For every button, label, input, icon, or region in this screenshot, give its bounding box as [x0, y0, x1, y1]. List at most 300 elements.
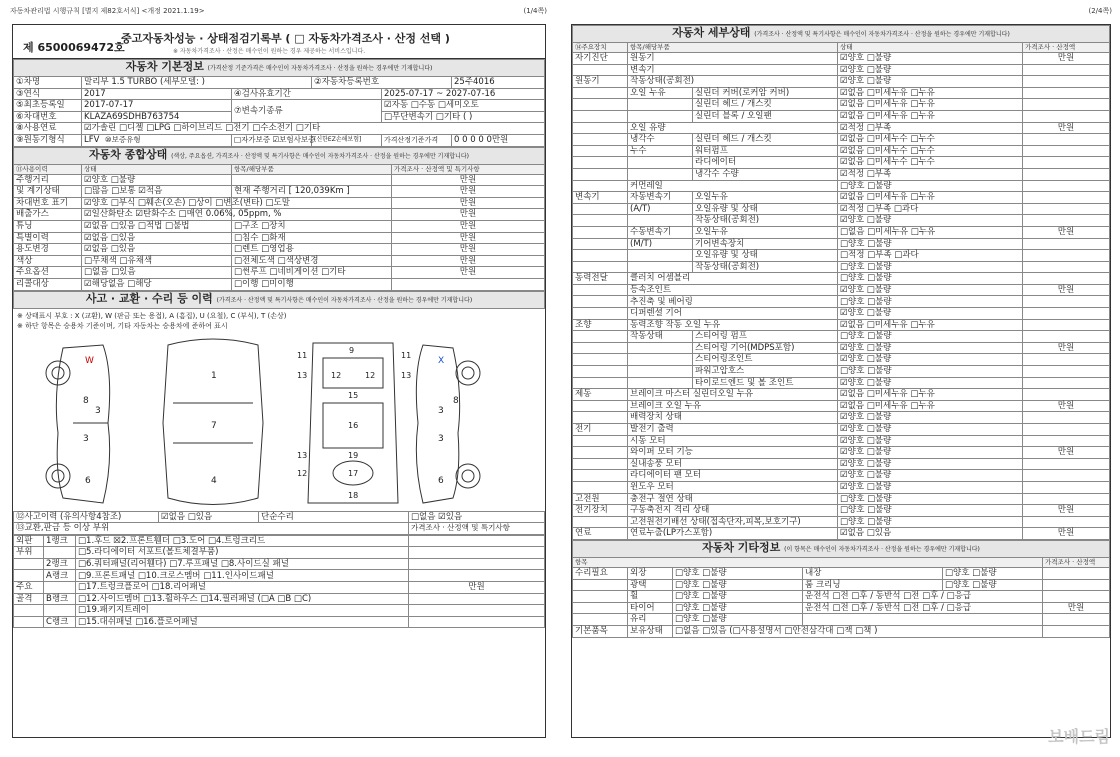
item-label [628, 215, 693, 227]
etc-item-2: 내장 [803, 567, 943, 579]
detail-row [573, 447, 1110, 459]
parts-cell: 외판 [14, 535, 44, 547]
price-cell [1023, 203, 1110, 215]
device-label [573, 447, 628, 459]
price-cell [1023, 250, 1110, 262]
svg-text:13: 13 [401, 370, 412, 380]
sub-item-label: 작동상태(공회전) [693, 215, 838, 227]
overall-label: 주요옵션 [14, 267, 82, 279]
etc-item: 유리 [628, 614, 673, 626]
etc-price: 만원 [1043, 602, 1110, 614]
etc-column-headers: 항목 가격조사 · 산정액 [573, 557, 1110, 567]
overall-cell [392, 278, 545, 290]
device-label [573, 516, 628, 528]
svg-text:17: 17 [348, 468, 359, 478]
price-cell [1023, 157, 1110, 169]
state-cell: ☑양호 □불량 [838, 424, 1023, 436]
etc-item-2: 운전석 □전 □후 / 동반석 □전 □후 / □응급 [803, 591, 1043, 603]
device-label: 조향 [573, 319, 628, 331]
parts-cell: 부위 [14, 547, 44, 559]
svg-text:6: 6 [438, 475, 444, 486]
item-label [628, 250, 693, 262]
price-cell [1023, 331, 1110, 343]
overall-cell: □전체도색 □색상변경 [232, 255, 392, 267]
device-label [573, 412, 628, 424]
item-label [628, 168, 693, 180]
item-label [628, 99, 693, 111]
device-label [573, 342, 628, 354]
car-damage-diagram [13, 333, 545, 511]
detail-row [573, 412, 1110, 424]
price-cell [1023, 412, 1110, 424]
overall-row [14, 232, 545, 244]
price-cell [1023, 87, 1110, 99]
price-cell [1023, 366, 1110, 378]
price-cell [1023, 354, 1110, 366]
overall-cell: ☑양호 □부식 □훼손(오손) □상이 □변조(변타) □도말 [82, 197, 232, 209]
item-label: 동력조향 작동 오일 누유 [628, 319, 838, 331]
detail-row [573, 110, 1110, 122]
item-label: 브레이크 마스터 실린더오일 누유 [628, 389, 838, 401]
overall-label: 용도변경 [14, 244, 82, 256]
etc-item: 보유상태 [628, 625, 673, 637]
parts-cell [44, 605, 76, 617]
detail-row [573, 168, 1110, 180]
svg-text:8: 8 [453, 395, 459, 406]
overall-cell: ☑없음 □있음 [82, 244, 232, 256]
parts-price [409, 593, 545, 605]
car-top-view [163, 339, 263, 505]
sub-item-label: 스티어링 펌프 [693, 331, 838, 343]
legend: ※ 상태표시 부호 : X (교환), W (판금 또는 용접), A (흠집), U (요철), C (부식), T (손상) ※ 하단 항목은 승용차 기준이며, 기타 자동차는 승용차에 준하여 표시 [17, 311, 287, 330]
parts-row [14, 616, 545, 628]
detail-row [573, 273, 1110, 285]
detail-row [573, 203, 1110, 215]
item-label: 변속기 [628, 64, 838, 76]
sub-item-label: 오일누유 [693, 192, 838, 204]
price-cell: 만원 [1023, 528, 1110, 540]
device-label [573, 122, 628, 134]
svg-text:12: 12 [365, 370, 376, 380]
state-cell: ☑양호 □불량 [838, 308, 1023, 320]
detail-row [573, 331, 1110, 343]
state-cell: ☑양호 □불량 [838, 481, 1023, 493]
overall-label: 및 계기상태 [14, 186, 82, 198]
detail-row [573, 238, 1110, 250]
state-cell: □양호 □불량 [838, 331, 1023, 343]
price-cell [1023, 238, 1110, 250]
etc-group: 기본품목 [573, 625, 628, 637]
state-cell: ☑양호 □불량 [838, 76, 1023, 88]
item-label: 윈도우 모터 [628, 481, 838, 493]
device-label [573, 470, 628, 482]
parts-cell: C랭크 [44, 616, 76, 628]
overall-cell: □침수 □화재 [232, 232, 392, 244]
etc-state: □양호 □불량 [673, 579, 803, 591]
price-cell: 만원 [1023, 342, 1110, 354]
svg-text:13: 13 [297, 370, 308, 380]
etc-group [573, 614, 628, 626]
device-label [573, 215, 628, 227]
device-label [573, 261, 628, 273]
device-label: 고전원 [573, 493, 628, 505]
price-cell [1023, 180, 1110, 192]
detail-row [573, 99, 1110, 111]
etc-table [572, 540, 1110, 638]
sub-item-label: 워터펌프 [693, 145, 838, 157]
price-cell: 만원 [1023, 447, 1110, 459]
state-cell: □양호 □불량 [838, 261, 1023, 273]
overall-label: 색상 [14, 255, 82, 267]
parts-cell [44, 582, 76, 594]
form-box-1 [12, 24, 546, 738]
accident-table [13, 291, 545, 309]
price-cell: 만원 [1023, 53, 1110, 65]
device-label [573, 110, 628, 122]
detail-row [573, 64, 1110, 76]
overall-cell: 만원 [392, 209, 545, 221]
basic-row: ③연식 2017 ④검사유효기간 2025-07-17 ~ 2027-07-16 [14, 88, 545, 100]
page-2 [565, 0, 1120, 757]
device-label: 전기장치 [573, 505, 628, 517]
overall-cell: 만원 [392, 197, 545, 209]
etc-price [1043, 614, 1110, 626]
price-cell: 만원 [1023, 226, 1110, 238]
device-label [573, 250, 628, 262]
overall-column-headers: ⑪사용이력 상태 항목/해당부품 가격조사 · 산정액 및 특기사항 [14, 164, 545, 174]
item-label [628, 261, 693, 273]
price-cell [1023, 435, 1110, 447]
etc-row [573, 614, 1110, 626]
svg-text:3: 3 [438, 433, 444, 444]
svg-text:11: 11 [401, 350, 412, 360]
price-cell [1023, 110, 1110, 122]
item-label: 발전기 출력 [628, 424, 838, 436]
detail-row [573, 87, 1110, 99]
detail-row [573, 308, 1110, 320]
price-cell [1023, 76, 1110, 88]
item-label: 수동변속기 [628, 226, 693, 238]
etc-state: □양호 □불량 [673, 614, 803, 626]
sub-item-label: 타이로드엔드 및 볼 조인트 [693, 377, 838, 389]
price-cell [1023, 424, 1110, 436]
overall-cell: □렌트 □영업용 [232, 244, 392, 256]
detail-row [573, 493, 1110, 505]
item-label: 오일 유량 [628, 122, 838, 134]
detail-row [573, 226, 1110, 238]
detail-heading: 자동차 세부상태 (가격조사 · 산정액 및 특기사항은 매수인이 자동차가격조사 · 산정을 원하는 경우에만 기재합니다) [573, 26, 1110, 43]
detail-column-headers: ⑭주요장치 항목/해당부품 상태 가격조사 · 산정액 [573, 43, 1110, 53]
overall-row [14, 244, 545, 256]
sub-item-label: 실린더 블록 / 오일팬 [693, 110, 838, 122]
state-cell: ☑없음 □미세누수 □누수 [838, 157, 1023, 169]
etc-heading: 자동차 기타정보 (이 항목은 매수인이 자동차가격조사 · 산정을 원하는 경우에만 기재합니다) [573, 540, 1110, 557]
etc-row [573, 579, 1110, 591]
price-cell [1023, 481, 1110, 493]
svg-text:1: 1 [211, 370, 217, 381]
state-cell: ☑양호 □불량 [838, 284, 1023, 296]
device-label [573, 99, 628, 111]
sub-item-label: 냉각수 수량 [693, 168, 838, 180]
basic-row: ⑧사용연료 ☑가솔린 □디젤 □LPG □하이브리드 □전기 □수소전기 □기타 [14, 123, 545, 135]
etc-row [573, 591, 1110, 603]
etc-price [1043, 625, 1110, 637]
parts-cell: 골격 [14, 593, 44, 605]
detail-row [573, 458, 1110, 470]
detail-row [573, 354, 1110, 366]
state-cell: ☑없음 □있음 [838, 528, 1023, 540]
price-cell [1023, 192, 1110, 204]
parts-cell: B랭크 [44, 593, 76, 605]
state-cell: ☑양호 □불량 [838, 470, 1023, 482]
overall-cell: ☑없음 □있음 [82, 232, 232, 244]
price-cell: 만원 [1023, 122, 1110, 134]
state-cell: □양호 □불량 [838, 238, 1023, 250]
svg-text:12: 12 [331, 370, 342, 380]
price-cell [1023, 296, 1110, 308]
sub-item-label: 오일유량 및 상태 [693, 203, 838, 215]
item-label: 라디에이터 팬 모터 [628, 470, 838, 482]
price-cell [1023, 261, 1110, 273]
page-number: (1/4쪽) [523, 7, 547, 15]
etc-item-2: 운전석 □전 □후 / 동반석 □전 □후 / □응급 [803, 602, 1043, 614]
etc-row [573, 625, 1110, 637]
detail-row [573, 470, 1110, 482]
parts-cell [14, 558, 44, 570]
etc-state: □양호 □불량 [673, 567, 803, 579]
item-label: 디퍼렌셜 기어 [628, 308, 838, 320]
sub-item-label: 실린더 헤드 / 개스킷 [693, 99, 838, 111]
state-cell: □양호 □불량 [838, 366, 1023, 378]
item-label: 추진축 및 베어링 [628, 296, 838, 308]
device-label [573, 226, 628, 238]
device-label: 원동기 [573, 76, 628, 88]
overall-cell: □많음 □보통 ☑적음 [82, 186, 232, 198]
state-cell: ☑양호 □불량 [838, 435, 1023, 447]
item-label: 와이퍼 모터 기능 [628, 447, 838, 459]
item-label: 브레이크 오일 누유 [628, 400, 838, 412]
etc-group [573, 591, 628, 603]
overall-cell: 만원 [392, 255, 545, 267]
state-cell: □없음 □미세누유 □누유 [838, 226, 1023, 238]
basic-row: ①차명 말리부 1.5 TURBO (세부모델: ) ②자동차등록번호 25주4016 [14, 77, 545, 89]
basic-row: ⑨원동기형식 LFV ⑩보증유형 □자가보증 ☑보험사보증 [신한EZ손해보험] 가격산정기준가격 0 0 0 0 0만원 [14, 134, 545, 146]
price-cell [1023, 377, 1110, 389]
device-label: 변속기 [573, 192, 628, 204]
device-label [573, 284, 628, 296]
device-label [573, 238, 628, 250]
etc-row [573, 602, 1110, 614]
overall-row [14, 174, 545, 186]
sub-item-label: 오일유량 및 상태 [693, 250, 838, 262]
overall-row [14, 267, 545, 279]
etc-item-2: 룸 크리닝 [803, 579, 943, 591]
sub-item-label: 스티어링조인트 [693, 354, 838, 366]
etc-item: 외장 [628, 567, 673, 579]
car-frame-view [297, 343, 411, 503]
parts-price [409, 570, 545, 582]
state-cell: ☑없음 □미세누유 □누유 [838, 400, 1023, 412]
detail-row [573, 180, 1110, 192]
device-label [573, 331, 628, 343]
detail-row [573, 424, 1110, 436]
etc-item: 광택 [628, 579, 673, 591]
detail-row [573, 53, 1110, 65]
device-label: 연료 [573, 528, 628, 540]
overall-cell: 만원 [392, 174, 545, 186]
device-label: 전기 [573, 424, 628, 436]
state-cell: ☑없음 □미세누수 □누수 [838, 134, 1023, 146]
accident-row: ⑬교환,판금 등 이상 부위 가격조사 · 산정액 및 특기사항 [14, 523, 545, 535]
detail-row [573, 145, 1110, 157]
form-box-2 [571, 24, 1111, 738]
price-cell [1023, 470, 1110, 482]
price-cell: 만원 [1023, 505, 1110, 517]
svg-text:3: 3 [83, 433, 89, 444]
item-label: 연료누출(LP가스포함) [628, 528, 838, 540]
parts-table [13, 535, 545, 629]
sub-item-label: 기어변속장치 [693, 238, 838, 250]
overall-cell: 만원 [392, 244, 545, 256]
sub-item-label: 오일누유 [693, 226, 838, 238]
overall-row [14, 186, 545, 198]
form-title: 중고자동차성능 · 상태점검기록부 ( □ 자동차가격조사 · 산정 선택 ) [121, 32, 450, 45]
price-cell [1023, 308, 1110, 320]
overall-row [14, 255, 545, 267]
device-label [573, 64, 628, 76]
overall-cell: 만원 [392, 220, 545, 232]
etc-item: 휠 [628, 591, 673, 603]
sub-item-label: 라디에이터 [693, 157, 838, 169]
price-cell [1023, 389, 1110, 401]
overall-state-table [13, 147, 545, 291]
parts-cell [14, 570, 44, 582]
state-cell: □양호 □불량 [838, 180, 1023, 192]
svg-text:19: 19 [348, 450, 359, 460]
state-cell: ☑양호 □불량 [838, 64, 1023, 76]
basic-info-table [13, 59, 545, 147]
overall-state-heading: 자동차 종합상태 (색상, 주요옵션, 가격조사 · 산정액 및 특기사항은 매수인이 자동차가격조사 · 산정을 원하는 경우에만 기재합니다) [14, 147, 545, 164]
parts-cell: □15.대쉬패널 □16.플로어패널 [76, 616, 409, 628]
state-cell: □양호 □불량 [838, 516, 1023, 528]
device-label [573, 354, 628, 366]
svg-text:6: 6 [85, 475, 91, 486]
item-label: 작동상태(공회전) [628, 76, 838, 88]
device-label [573, 377, 628, 389]
etc-group [573, 602, 628, 614]
overall-label: 튜닝 [14, 220, 82, 232]
price-cell [1023, 516, 1110, 528]
parts-price [409, 547, 545, 559]
accident-row: ⑫사고이력 (유의사항4참조) ☑없음 □있음 단순수리 □없음 ☑있음 [14, 511, 545, 523]
overall-cell: 만원 [392, 232, 545, 244]
device-label [573, 481, 628, 493]
parts-cell [44, 547, 76, 559]
detail-table [572, 25, 1110, 540]
item-label: 오일 누유 [628, 87, 693, 99]
detail-row [573, 366, 1110, 378]
item-label: 누수 [628, 145, 693, 157]
overall-cell: ☑일산화탄소 ☑탄화수소 □매연 0.06%, 05ppm, % [82, 209, 232, 221]
page-1 [0, 0, 555, 757]
detail-row [573, 250, 1110, 262]
item-label: 커먼레일 [628, 180, 838, 192]
etc-state: □양호 □불량 [673, 602, 803, 614]
parts-price: 만원 [409, 582, 545, 594]
svg-text:16: 16 [348, 420, 359, 430]
parts-cell: □6.쿼터패널(리어휀다) □7.루프패널 □8.사이드실 패널 [76, 558, 409, 570]
basic-row: ⑤최초등록일 2017-07-17 ⑦변속기종류 ☑자동 □수동 □세미오토 [14, 100, 545, 112]
parts-price [409, 558, 545, 570]
parts-cell: □17.트렁크플로어 □18.리어패널 [76, 582, 409, 594]
item-label: 구동축전지 격리 상태 [628, 505, 838, 517]
device-label: 동력전달 [573, 273, 628, 285]
device-label [573, 296, 628, 308]
overall-cell: 만원 [392, 267, 545, 279]
state-cell: ☑적정 □부족 [838, 168, 1023, 180]
detail-row [573, 76, 1110, 88]
svg-text:15: 15 [348, 390, 359, 400]
overall-cell: □이행 □미이행 [232, 278, 392, 290]
item-label: 실내송풍 모터 [628, 458, 838, 470]
overall-cell: ☑없음 □있음 □적법 □불법 [82, 220, 232, 232]
item-label [628, 366, 693, 378]
item-label: (A/T) [628, 203, 693, 215]
state-cell: ☑양호 □불량 [838, 53, 1023, 65]
device-label [573, 180, 628, 192]
state-cell: ☑없음 □미세누유 □누유 [838, 110, 1023, 122]
svg-text:9: 9 [349, 345, 355, 355]
svg-text:11: 11 [297, 350, 308, 360]
sub-item-label: 실린더 헤드 / 개스킷 [693, 134, 838, 146]
svg-text:12: 12 [297, 468, 308, 478]
detail-row [573, 215, 1110, 227]
sub-item-label: 작동상태(공회전) [693, 261, 838, 273]
mark-w: W [85, 355, 94, 366]
item-label: 냉각수 [628, 134, 693, 146]
state-cell: ☑양호 □불량 [838, 354, 1023, 366]
parts-row [14, 593, 545, 605]
item-label: 충전구 절연 상태 [628, 493, 838, 505]
form-subtitle: ※ 자동차가격조사 · 산정은 매수인이 원하는 경우 제공하는 서비스입니다. [173, 48, 366, 55]
state-cell: ☑양호 □불량 [838, 377, 1023, 389]
state-cell: ☑양호 □불량 [838, 215, 1023, 227]
watermark-logo: 보배드림 [1048, 727, 1110, 746]
detail-row [573, 505, 1110, 517]
parts-cell: □5.라디에이터 서포트(볼트체결부품) [76, 547, 409, 559]
detail-row [573, 284, 1110, 296]
sub-item-label: 스티어링 기어(MDPS포함) [693, 342, 838, 354]
document-number: 제 6500069472호 [23, 41, 125, 54]
accident-heading: 사고 · 교환 · 수리 등 이력 (가격조사 · 산정액 및 특기사항은 매수인이 자동차가격조사 · 산정을 원하는 경우에만 기재합니다) [14, 291, 545, 308]
detail-row [573, 435, 1110, 447]
svg-text:8: 8 [83, 395, 89, 406]
device-label [573, 458, 628, 470]
item-label [628, 110, 693, 122]
etc-state: □없음 □있음 (□사용설명서 □안전삼각대 □잭 □책 ) [673, 625, 1043, 637]
state-cell: ☑적정 □부족 □과다 [838, 203, 1023, 215]
state-cell: □양호 □불량 [838, 273, 1023, 285]
parts-cell: □9.프론트패널 □10.크로스멤버 □11.인사이드패널 [76, 570, 409, 582]
price-cell [1023, 168, 1110, 180]
detail-row [573, 122, 1110, 134]
parts-cell [14, 616, 44, 628]
overall-row [14, 220, 545, 232]
item-label [628, 342, 693, 354]
overall-label: 리콜대상 [14, 278, 82, 290]
svg-text:3: 3 [95, 405, 101, 416]
etc-price [1043, 579, 1110, 591]
